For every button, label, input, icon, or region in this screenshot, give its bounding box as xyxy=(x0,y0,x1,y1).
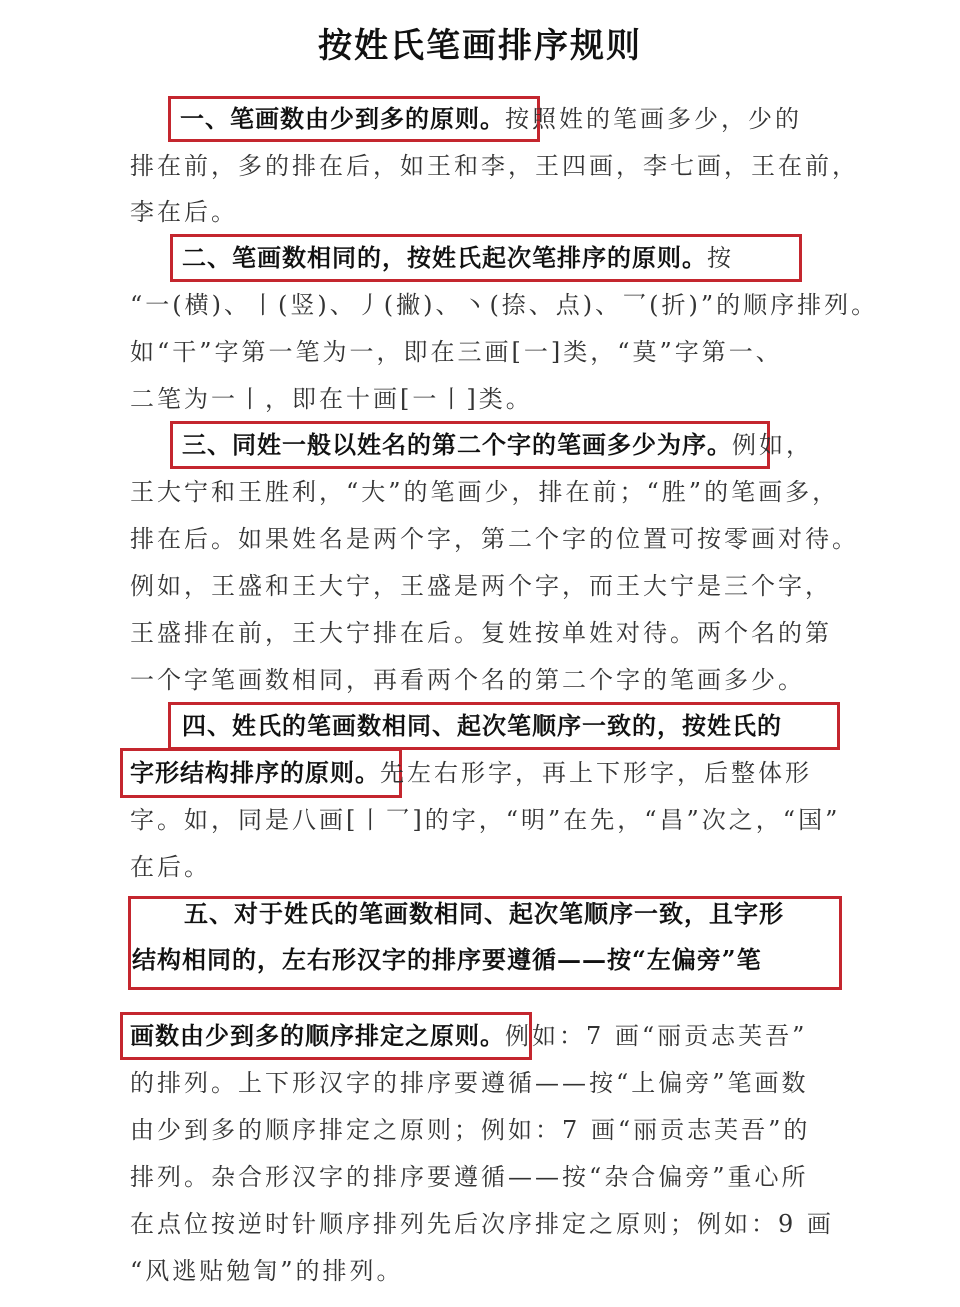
rule-1-text: 按照姓的笔画多少，少的 xyxy=(505,105,802,133)
rule-2-heading: 二、笔画数相同的，按姓氏起次笔排序的原则。 xyxy=(182,243,707,272)
rule-3-line-1 xyxy=(182,429,813,461)
rule-4-heading-1: 四、姓氏的笔画数相同、起次笔顺序一致的，按姓氏的 xyxy=(182,711,782,740)
rule-5-text: 例如：7 画“丽贡志芙吾” xyxy=(505,1022,808,1050)
rule-3-heading: 三、同姓一般以姓名的第二个字的笔画多少为序。 xyxy=(182,430,732,459)
rule-4-line-1 xyxy=(182,710,782,742)
rule-1-line-2: 排在前，多的排在后，如王和李，王四画，李七画，王在前， xyxy=(130,152,859,180)
rule-3-line-6: 一个字笔画数相同，再看两个名的第二个字的笔画多少。 xyxy=(130,666,805,694)
rule-5-line-8: “风逃贴勉訇”的排列。 xyxy=(130,1257,404,1285)
rule-5-heading-1: 五、对于姓氏的笔画数相同、起次笔顺序一致，且字形 xyxy=(184,899,784,928)
rule-4-text: 先左右形字，再上下形字，后整体形 xyxy=(380,759,812,787)
rule-1-heading: 一、笔画数由少到多的原则。 xyxy=(180,104,505,133)
rule-3-line-2: 王大宁和王胜利，“大”的笔画少，排在前；“胜”的笔画多， xyxy=(130,478,840,506)
page-title: 按姓氏笔画排序规则 xyxy=(318,26,642,66)
rule-5-line-2 xyxy=(132,944,762,976)
rule-1-line-3: 李在后。 xyxy=(130,198,238,226)
rule-3-text: 例如， xyxy=(732,431,813,459)
rule-5-line-1 xyxy=(184,898,784,930)
rule-2-line-1 xyxy=(182,242,734,274)
rule-3-line-5: 王盛排在前，王大宁排在后。复姓按单姓对待。两个名的第 xyxy=(130,619,832,647)
rule-5-line-5: 由少到多的顺序排定之原则；例如：7 画“丽贡志芙吾”的 xyxy=(130,1116,811,1144)
rule-2-line-3: 如“干”字第一笔为一，即在三画[一]类，“莫”字第一、 xyxy=(130,338,783,366)
rule-2-text: 按 xyxy=(707,244,734,272)
rule-3-line-4: 例如，王盛和王大宁，王盛是两个字，而王大宁是三个字， xyxy=(130,572,832,600)
rule-5-heading-2: 结构相同的，左右形汉字的排序要遵循——按“左偏旁”笔 xyxy=(132,945,762,974)
rule-4-line-2 xyxy=(130,757,812,789)
rule-5-line-4: 的排列。上下形汉字的排序要遵循——按“上偏旁”笔画数 xyxy=(130,1069,809,1097)
rule-3-line-3: 排在后。如果姓名是两个字，第二个字的位置可按零画对待。 xyxy=(130,525,859,553)
rule-5-heading-3: 画数由少到多的顺序排定之原则。 xyxy=(130,1021,505,1050)
rule-4-line-3: 字。如，同是八画[丨乛]的字，“明”在先，“昌”次之，“国” xyxy=(130,806,841,834)
rule-5-line-6: 排列。杂合形汉字的排序要遵循——按“杂合偏旁”重心所 xyxy=(130,1163,809,1191)
rule-4-heading-2: 字形结构排序的原则。 xyxy=(130,758,380,787)
rule-5-line-7: 在点位按逆时针顺序排列先后次序排定之原则；例如：9 画 xyxy=(130,1210,834,1238)
rule-5-line-3 xyxy=(130,1020,807,1052)
rule-1-line-1 xyxy=(180,103,802,135)
rule-2-line-4: 二笔为一丨，即在十画[一丨]类。 xyxy=(130,385,533,413)
rule-2-line-2: “一(横)、丨(竖)、丿(撇)、丶(捺、点)、乛(折)”的顺序排列。 xyxy=(130,291,879,319)
rule-4-line-4: 在后。 xyxy=(130,853,211,881)
